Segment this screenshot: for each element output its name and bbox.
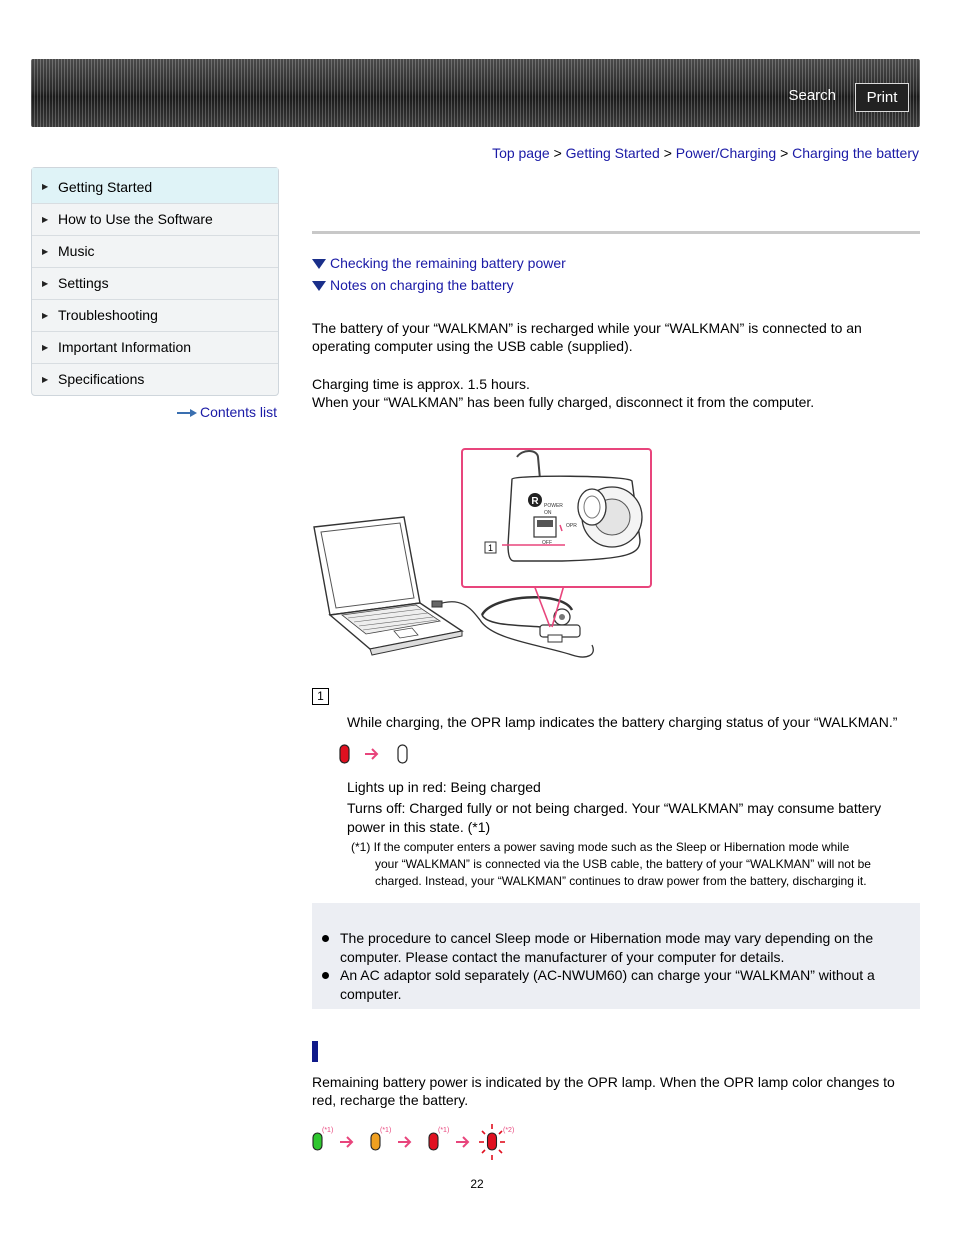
battery-paragraph: Remaining battery power is indicated by the OPR lamp. When the OPR lamp color changes to red, recharge the battery. [312,1074,895,1108]
lamp-label-2: (*1) [380,1127,392,1134]
sidebar-item-label: Getting Started [58,179,153,195]
sidebar-item-label: Specifications [58,371,145,387]
figure-label-on: ON [544,510,552,516]
sidebar-item-label: Music [58,243,95,259]
lamp-orange-icon [371,1133,380,1150]
lamp-red-icon [340,745,349,763]
footnote-line-1: (*1) If the computer enters a power saving mode such as the Sleep or Hibernation mode while [351,840,850,854]
battery-lamp-sequence [308,1120,528,1162]
breadcrumb-separator: > [780,145,789,161]
intro-paragraph: The battery of your “WALKMAN” is recharged while your “WALKMAN” is connected to an operating computer using the USB cable (supplied). [312,320,862,354]
callout-number: 1 [312,688,329,705]
triangle-right-icon: ▶ [42,182,49,191]
breadcrumb-top-page[interactable]: Top page [492,145,550,161]
sidebar-item-getting-started[interactable] [32,168,278,204]
opr-lamp-text: While charging, the OPR lamp indicates the battery charging status of your “WALKMAN.” [347,714,898,730]
breadcrumb-charging-battery[interactable]: Charging the battery [792,145,919,161]
toc-link-label: Notes on charging the battery [330,277,514,293]
header-bar [31,59,920,127]
figure-callout-number: 1 [487,543,494,553]
disconnect-text: When your “WALKMAN” has been fully charged, disconnect it from the computer. [312,394,815,410]
hint-box [312,903,920,1009]
breadcrumb-separator: > [553,145,562,161]
triangle-right-icon: ▶ [42,311,49,320]
lamp-green-icon [313,1133,322,1150]
triangle-right-icon: ▶ [42,375,49,384]
svg-text:R: R [531,496,539,507]
lamp-label-1: (*1) [322,1127,334,1134]
title-rule [312,231,920,234]
figure-label-power: POWER [544,503,563,509]
search-link[interactable]: Search [788,87,836,104]
sidebar-item-software[interactable] [32,204,278,236]
sidebar-item-label: How to Use the Software [58,211,213,227]
arrow-right-icon [177,409,197,417]
footnote-line-2: your “WALKMAN” is connected via the USB cable, the battery of your “WALKMAN” will not be [375,857,871,871]
triangle-down-icon [312,259,326,269]
footnote-line-3: charged. Instead, your “WALKMAN” continues to draw power from the battery, discharging it. [375,874,867,888]
sidebar-item-label: Important Information [58,339,192,355]
arrow-right-icon [365,749,377,759]
toc-link-remaining[interactable] [312,255,566,271]
sidebar-item-troubleshooting[interactable] [32,300,278,332]
sidebar-item-important-info[interactable] [32,332,278,364]
sidebar-nav [31,167,279,396]
sidebar-item-label: Troubleshooting [58,307,158,323]
arrow-right-icon [340,1137,352,1147]
triangle-right-icon: ▶ [42,215,49,224]
figure-label-opr: OPR [566,523,577,529]
page-number: 22 [470,1177,484,1191]
breadcrumb-separator: > [663,145,672,161]
toc-link-label: Checking the remaining battery power [330,255,566,271]
red-lamp-text: Lights up in red: Being charged [347,779,541,795]
lamp-label-4: (*2) [503,1127,515,1134]
arrow-right-icon [456,1137,468,1147]
breadcrumb-power-charging[interactable]: Power/Charging [675,145,777,161]
breadcrumb [492,145,919,161]
contents-list-label: Contents list [199,404,277,420]
charging-time-text: Charging time is approx. 1.5 hours. [312,376,530,392]
lamp-flashing-red-icon [479,1124,505,1160]
lamp-off-icon [398,745,407,763]
hint-bullet-1: The procedure to cancel Sleep mode or Hibernation mode may vary depending on the computer. Please contact the manufacturer of your computer for details. [322,929,920,967]
sidebar-item-specifications[interactable] [32,364,278,395]
triangle-right-icon: ▶ [42,343,49,352]
triangle-right-icon: ▶ [42,247,49,256]
lamp-label-3: (*1) [438,1127,450,1134]
figure-label-off: OFF [542,540,552,546]
breadcrumb-getting-started[interactable]: Getting Started [565,145,660,161]
contents-list-link[interactable] [177,404,277,420]
sidebar-item-settings[interactable] [32,268,278,300]
print-button[interactable]: Print [855,83,909,112]
laptop-icon [314,517,462,655]
off-lamp-text: Turns off: Charged fully or not being charged. Your “WALKMAN” may consume battery power in this state. (*1) [347,800,882,835]
charging-illustration [312,445,662,675]
triangle-down-icon [312,281,326,291]
section-heading-bar [312,1041,318,1062]
sidebar-item-music[interactable] [32,236,278,268]
walkman-icon [482,597,580,642]
charging-lamp-sequence [337,742,417,766]
lamp-red-icon [429,1133,438,1150]
footnote [351,839,921,890]
toc-link-notes[interactable] [312,277,514,293]
hint-bullet-2: An AC adaptor sold separately (AC-NWUM60) can charge your “WALKMAN” without a computer. [322,966,920,1004]
sidebar-item-label: Settings [58,275,109,291]
arrow-right-icon [398,1137,410,1147]
triangle-right-icon: ▶ [42,279,49,288]
